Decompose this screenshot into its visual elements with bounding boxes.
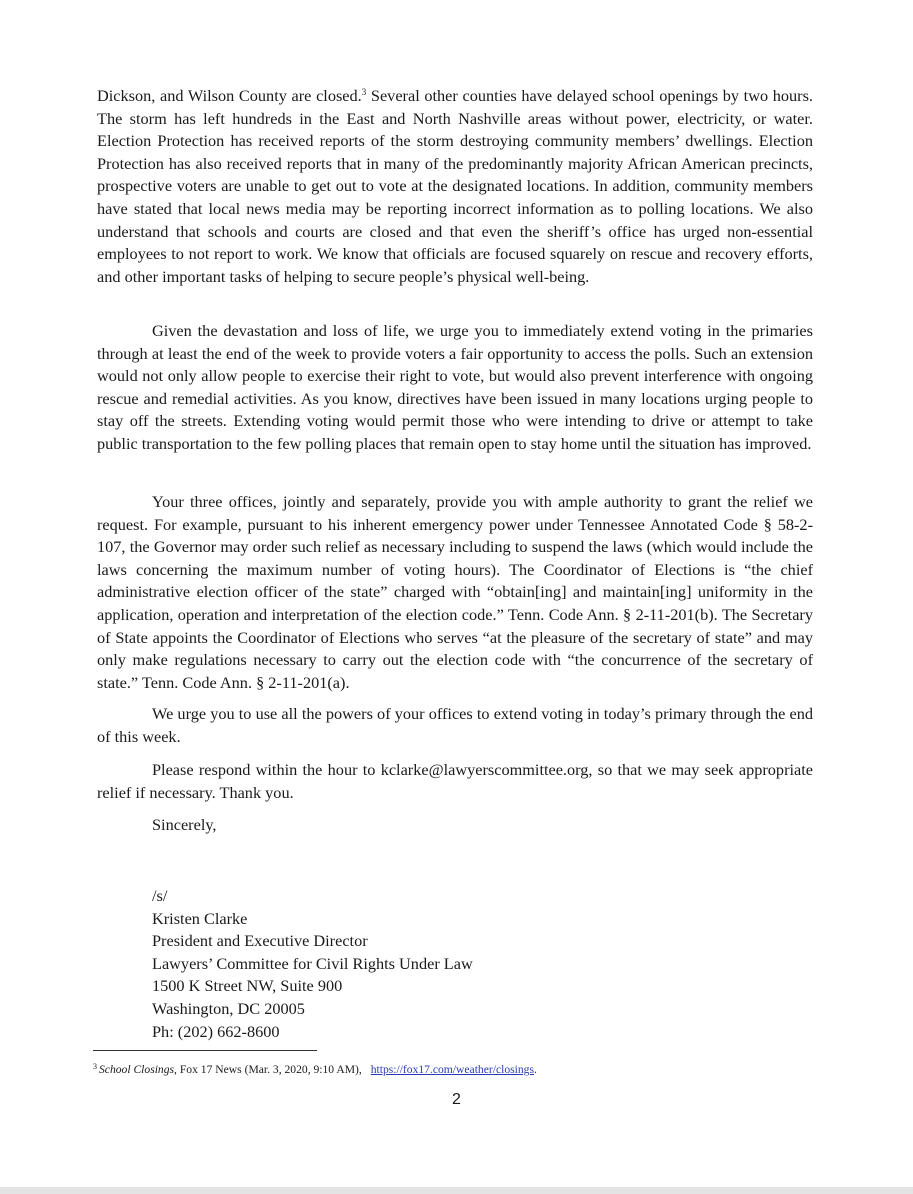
phone-number: Ph: (202) 662-8600 (152, 1021, 280, 1041)
closing-salutation: Sincerely, (152, 815, 217, 834)
footnote-title: School Closings (99, 1063, 175, 1076)
footnote-number: 3 (93, 1062, 97, 1071)
paragraph-text: Dickson, and Wilson County are closed. (97, 86, 362, 105)
signer-title: President and Executive Director (152, 931, 368, 951)
footnote-link[interactable]: https://fox17.com/weather/closings (370, 1063, 534, 1076)
paragraph-urge-extension: We urge you to use all the powers of your offices to extend voting in today’s primary through the end of this week. (97, 704, 813, 746)
address-line-1: 1500 K Street NW, Suite 900 (152, 976, 343, 996)
paragraph-storm-impact (97, 85, 813, 288)
paragraph-response-request (97, 759, 813, 804)
signer-organization: Lawyers’ Committee for Civil Rights Under Law (152, 953, 473, 973)
viewer-bottom-bar (0, 1187, 913, 1194)
paragraph-text: , so that we may seek appropriate relief if necessary. Thank you. (97, 760, 813, 802)
signature-block (152, 885, 473, 1043)
signature-mark: /s/ (152, 886, 168, 905)
page-number: 2 (452, 1091, 461, 1108)
paragraph-legal-authority: Your three offices, jointly and separately, provide you with ample authority to grant the relief we request. For example, pursuant to his inherent emergency power under Tennessee Annotated Code § 58-2-107, the Governor may order such relief as necessary including to suspend the laws (which would include the laws concerning the maximum number of voting hours). The Coordinator of Elections is “the chief administrative election officer of the state” charged with “obtain[ing] and maintain[ing] uniformity in the application, operation and interpretation of the election code.” Tenn. Code Ann. § 2-11-201(b). The Secretary of State appoints the Coordinator of Elections who serves “at the pleasure of the secretary of state” and may only make regulations necessary to carry out the election code with “the concurrence of the secretary of state.” Tenn. Code Ann. § 2-11-201(a). (97, 492, 813, 692)
footnote-separator (93, 1050, 317, 1051)
footnote-citation: , Fox 17 News (Mar. 3, 2020, 9:10 AM), (174, 1063, 365, 1076)
footnote-trailing: . (533, 1063, 537, 1076)
address-line-2: Washington, DC 20005 (152, 998, 305, 1018)
paragraph-text: Please respond within the hour to (152, 760, 381, 779)
paragraph-extension-request: Given the devastation and loss of life, we urge you to immediately extend voting in the primaries through at least the end of the week to provide voters a fair opportunity to access the polls. Such an extension would not only allow people to exercise their right to vote, but would also prevent interference with ongoing rescue and remedial activities. As you know, directives have been issued in many locations urging people to stay off the streets. Extending voting would permit those who were intending to drive or attempt to take public transportation to the few polling places that remain open to stay home until the situation has improved. (97, 321, 813, 453)
email-address: kclarke@lawyerscommittee.org (380, 760, 589, 779)
signer-name: Kristen Clarke (152, 908, 248, 928)
paragraph-text: Several other counties have delayed school openings by two hours. The storm has left hundreds in the East and North Nashville areas without power, electricity, or water. Election Protection has received reports of the storm destroying community members’ dwellings. Election Protection has also received reports that in many of the predominantly majority African American precincts, prospective voters are unable to get out to vote at the designated locations. In addition, community members have stated that local news media may be reporting incorrect information as to polling locations. We also understand that schools and courts are closed and that even the sheriff’s office has urged non-essential employees to not report to work. We know that officials are focused squarely on rescue and recovery efforts, and other important tasks of helping to secure people’s physical well-being. (97, 86, 814, 286)
footnote (93, 1059, 537, 1078)
footnote-reference[interactable]: 3 (361, 87, 367, 97)
